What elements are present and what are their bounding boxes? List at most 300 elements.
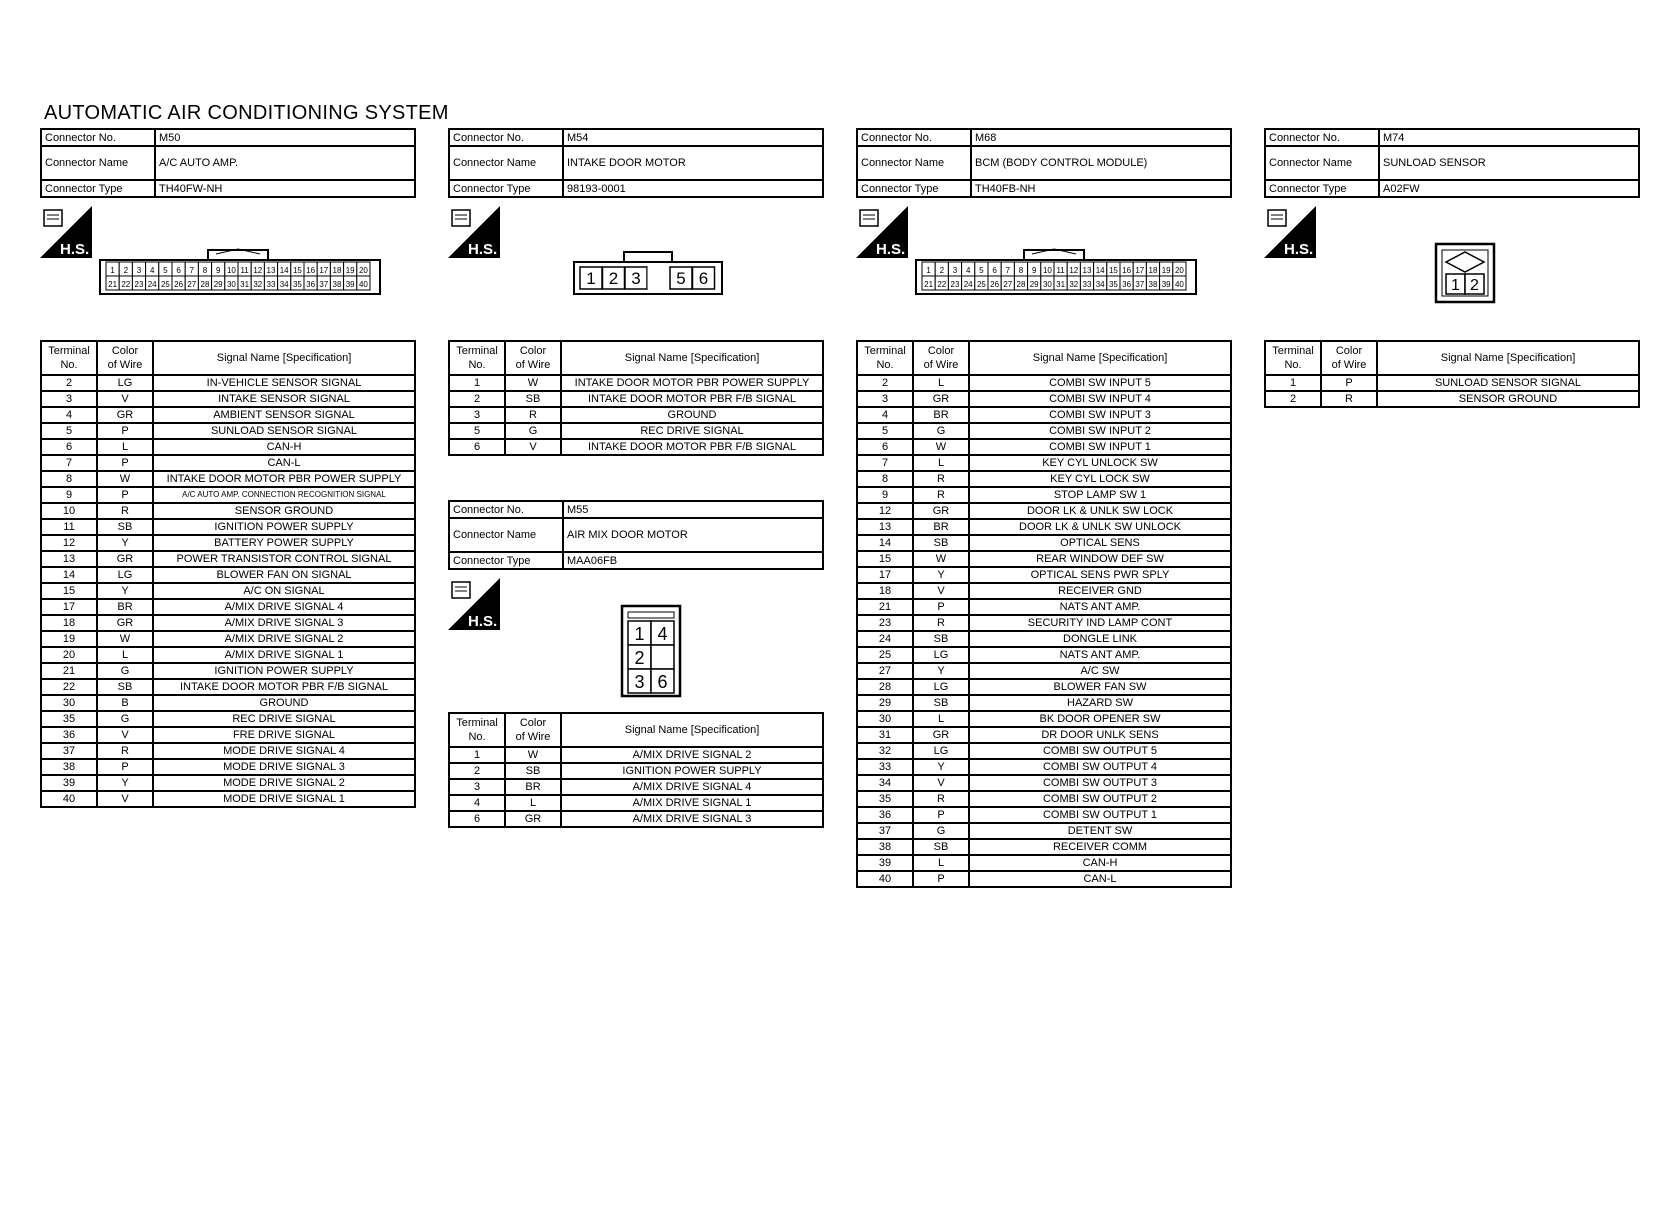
table-row xyxy=(41,567,415,583)
pin-label: 27 xyxy=(187,280,197,289)
terminal-cell: 6 xyxy=(449,439,505,455)
terminal-cell: 2 xyxy=(1265,391,1321,407)
color-cell: GR xyxy=(913,727,969,743)
color-cell: G xyxy=(505,423,561,439)
signal-cell: KEY CYL UNLOCK SW xyxy=(969,455,1231,471)
terminal-cell: 12 xyxy=(857,503,913,519)
pin-label: 26 xyxy=(174,280,184,289)
pin-label: 3 xyxy=(136,266,142,275)
terminal-cell: 2 xyxy=(41,375,97,391)
color-cell: W xyxy=(505,747,561,763)
pin-label: 16 xyxy=(306,266,316,275)
color-cell: R xyxy=(913,615,969,631)
table-row xyxy=(41,551,415,567)
terminal-cell: 22 xyxy=(41,679,97,695)
signal-cell: REC DRIVE SIGNAL xyxy=(153,711,415,727)
connector-name-label: Connector Name xyxy=(1265,146,1379,180)
pin-label: 21 xyxy=(108,280,118,289)
connector-name-value: A/C AUTO AMP. xyxy=(155,146,415,180)
connector-no-value: M50 xyxy=(155,129,415,146)
color-cell: L xyxy=(913,711,969,727)
pin-label: 34 xyxy=(279,280,289,289)
pin-label: 14 xyxy=(1095,266,1105,275)
connector-type-label: Connector Type xyxy=(41,180,155,197)
signal-cell: NATS ANT AMP. xyxy=(969,599,1231,615)
table-row xyxy=(41,407,415,423)
pin-label: 4 xyxy=(149,266,155,275)
pin-label: 10 xyxy=(226,266,236,275)
signal-cell: A/MIX DRIVE SIGNAL 3 xyxy=(561,811,823,827)
table-row xyxy=(857,375,1231,391)
connector-m50-diagram xyxy=(98,248,384,296)
color-cell: R xyxy=(913,487,969,503)
pin-label: 9 xyxy=(215,266,221,275)
terminal-cell: 4 xyxy=(857,407,913,423)
signal-cell: A/MIX DRIVE SIGNAL 1 xyxy=(153,647,415,663)
table-row xyxy=(449,747,823,763)
connector-name-value: INTAKE DOOR MOTOR xyxy=(563,146,823,180)
pin-label: 11 xyxy=(1056,266,1065,275)
color-cell: W xyxy=(913,551,969,567)
pin-label: 20 xyxy=(358,266,368,275)
signal-cell: A/C AUTO AMP. CONNECTION RECOGNITION SIGNAL xyxy=(153,487,415,503)
pin-label: 27 xyxy=(1003,280,1013,289)
color-cell: LG xyxy=(913,743,969,759)
pin-label: 12 xyxy=(253,266,263,275)
signal-header: Signal Name [Specification] xyxy=(561,713,823,747)
pin-label: 1 xyxy=(110,266,115,275)
connector-name-value: AIR MIX DOOR MOTOR xyxy=(563,518,823,552)
color-cell: G xyxy=(97,711,153,727)
terminal-cell: 21 xyxy=(857,599,913,615)
signal-cell: COMBI SW INPUT 5 xyxy=(969,375,1231,391)
terminal-header: Terminal No. xyxy=(449,713,505,747)
color-cell: GR xyxy=(97,407,153,423)
color-cell: V xyxy=(505,439,561,455)
pin-label: 40 xyxy=(358,280,368,289)
terminal-cell: 36 xyxy=(857,807,913,823)
connector-m54-diagram xyxy=(572,250,726,298)
color-cell: Y xyxy=(913,567,969,583)
color-cell: LG xyxy=(913,647,969,663)
signal-cell: BLOWER FAN SW xyxy=(969,679,1231,695)
connector-info-table xyxy=(1264,128,1640,198)
terminal-cell: 15 xyxy=(857,551,913,567)
pin-label: 4 xyxy=(965,266,971,275)
color-header: Color of Wire xyxy=(505,713,561,747)
color-cell: SB xyxy=(913,535,969,551)
color-cell: SB xyxy=(913,631,969,647)
terminal-cell: 1 xyxy=(449,747,505,763)
signal-cell: MODE DRIVE SIGNAL 4 xyxy=(153,743,415,759)
terminal-cell: 8 xyxy=(857,471,913,487)
terminal-cell: 3 xyxy=(449,407,505,423)
pin-label: 40 xyxy=(1174,280,1184,289)
pin-label: 26 xyxy=(990,280,1000,289)
page-title: AUTOMATIC AIR CONDITIONING SYSTEM xyxy=(44,102,449,124)
connector-m50-block xyxy=(40,128,416,198)
signal-cell: HAZARD SW xyxy=(969,695,1231,711)
terminal-cell: 3 xyxy=(857,391,913,407)
color-header: Color of Wire xyxy=(1321,341,1377,375)
pin-label: 21 xyxy=(924,280,934,289)
pin-label: 1 xyxy=(586,269,596,288)
color-cell: W xyxy=(97,471,153,487)
pin-label: 35 xyxy=(292,280,302,289)
pin-label: 28 xyxy=(1016,280,1026,289)
table-row xyxy=(857,391,1231,407)
connector-name-label: Connector Name xyxy=(41,146,155,180)
terminal-cell: 21 xyxy=(41,663,97,679)
harness-side-icon xyxy=(1264,206,1316,258)
pin-label: 2 xyxy=(608,269,619,288)
pin-label: 37 xyxy=(319,280,329,289)
signal-cell: COMBI SW INPUT 2 xyxy=(969,423,1231,439)
table-row xyxy=(41,503,415,519)
pin-label: 6 xyxy=(176,266,181,275)
terminal-cell: 10 xyxy=(41,503,97,519)
pin-label: 5 xyxy=(676,269,686,288)
terminal-header: Terminal No. xyxy=(449,341,505,375)
table-row xyxy=(449,811,823,827)
connector-info-table xyxy=(40,128,416,198)
terminal-cell: 2 xyxy=(449,391,505,407)
table-row xyxy=(41,423,415,439)
terminal-cell: 37 xyxy=(41,743,97,759)
signal-cell: SECURITY IND LAMP CONT xyxy=(969,615,1231,631)
pin-label: 6 xyxy=(992,266,997,275)
table-row xyxy=(41,791,415,807)
table-row xyxy=(857,407,1231,423)
color-cell: V xyxy=(913,583,969,599)
pin-label: 31 xyxy=(240,280,250,289)
signal-cell: INTAKE DOOR MOTOR PBR F/B SIGNAL xyxy=(561,439,823,455)
table-row xyxy=(41,455,415,471)
terminal-cell: 15 xyxy=(41,583,97,599)
pin-label: 18 xyxy=(1148,266,1158,275)
pin-label: 29 xyxy=(1029,280,1039,289)
signal-cell: INTAKE SENSOR SIGNAL xyxy=(153,391,415,407)
pin-label: 1 xyxy=(926,266,931,275)
signal-cell: A/MIX DRIVE SIGNAL 4 xyxy=(561,779,823,795)
terminal-cell: 38 xyxy=(857,839,913,855)
table-row xyxy=(857,807,1231,823)
color-cell: LG xyxy=(97,567,153,583)
pin-label: 35 xyxy=(1108,280,1118,289)
terminal-header: Terminal No. xyxy=(41,341,97,375)
signal-cell: STOP LAMP SW 1 xyxy=(969,487,1231,503)
color-cell: V xyxy=(97,791,153,807)
color-cell: L xyxy=(913,855,969,871)
color-cell: G xyxy=(97,663,153,679)
terminal-cell: 35 xyxy=(41,711,97,727)
connector-type-value: TH40FB-NH xyxy=(971,180,1231,197)
terminal-cell: 17 xyxy=(41,599,97,615)
m68-signal-block xyxy=(856,340,1232,888)
connector-name-value: SUNLOAD SENSOR xyxy=(1379,146,1639,180)
signal-cell: SENSOR GROUND xyxy=(1377,391,1639,407)
color-cell: P xyxy=(97,759,153,775)
terminal-cell: 38 xyxy=(41,759,97,775)
color-cell: BR xyxy=(97,599,153,615)
signal-cell: REAR WINDOW DEF SW xyxy=(969,551,1231,567)
color-cell: SB xyxy=(97,679,153,695)
pin-label: 6 xyxy=(657,672,668,692)
connector-name-label: Connector Name xyxy=(449,518,563,552)
pin-label: 30 xyxy=(1042,280,1052,289)
table-row xyxy=(857,487,1231,503)
terminal-cell: 30 xyxy=(857,711,913,727)
connector-info-table xyxy=(856,128,1232,198)
signal-cell: A/C SW xyxy=(969,663,1231,679)
table-row xyxy=(857,647,1231,663)
pin-label: 3 xyxy=(952,266,958,275)
connector-info-table xyxy=(448,500,824,570)
color-cell: GR xyxy=(97,551,153,567)
signal-cell: DETENT SW xyxy=(969,823,1231,839)
signal-cell: CAN-H xyxy=(153,439,415,455)
signal-cell: POWER TRANSISTOR CONTROL SIGNAL xyxy=(153,551,415,567)
pin-label: 23 xyxy=(134,280,144,289)
table-row xyxy=(41,743,415,759)
table-row xyxy=(41,519,415,535)
m68-signal-table xyxy=(856,340,1232,888)
terminal-cell: 30 xyxy=(41,695,97,711)
table-row xyxy=(1265,375,1639,391)
table-row xyxy=(41,535,415,551)
terminal-cell: 7 xyxy=(41,455,97,471)
table-row xyxy=(857,455,1231,471)
pin-label: 4 xyxy=(657,624,668,644)
terminal-cell: 32 xyxy=(857,743,913,759)
signal-cell: INTAKE DOOR MOTOR PBR POWER SUPPLY xyxy=(561,375,823,391)
signal-cell: CAN-L xyxy=(969,871,1231,887)
pin-label: 2 xyxy=(123,266,129,275)
table-row xyxy=(857,663,1231,679)
color-cell: R xyxy=(97,503,153,519)
signal-header: Signal Name [Specification] xyxy=(969,341,1231,375)
pin-label: 39 xyxy=(1161,280,1171,289)
terminal-cell: 34 xyxy=(857,775,913,791)
color-cell: V xyxy=(913,775,969,791)
pin-label: 38 xyxy=(1148,280,1158,289)
signal-cell: A/C ON SIGNAL xyxy=(153,583,415,599)
table-row xyxy=(449,391,823,407)
color-cell: P xyxy=(913,871,969,887)
table-row xyxy=(857,727,1231,743)
pin-label: 3 xyxy=(631,269,641,288)
signal-cell: FRE DRIVE SIGNAL xyxy=(153,727,415,743)
pin-label: 7 xyxy=(1005,266,1011,275)
signal-cell: AMBIENT SENSOR SIGNAL xyxy=(153,407,415,423)
pin-label: 38 xyxy=(332,280,342,289)
table-row xyxy=(857,615,1231,631)
terminal-cell: 5 xyxy=(857,423,913,439)
color-header: Color of Wire xyxy=(913,341,969,375)
color-cell: R xyxy=(913,471,969,487)
signal-cell: COMBI SW INPUT 1 xyxy=(969,439,1231,455)
harness-side-icon xyxy=(448,206,500,258)
pin-label: 28 xyxy=(200,280,210,289)
signal-cell: BLOWER FAN ON SIGNAL xyxy=(153,567,415,583)
color-cell: L xyxy=(97,647,153,663)
table-row xyxy=(41,679,415,695)
terminal-cell: 29 xyxy=(857,695,913,711)
terminal-cell: 6 xyxy=(449,811,505,827)
connector-no-label: Connector No. xyxy=(449,501,563,518)
table-row xyxy=(449,763,823,779)
terminal-cell: 9 xyxy=(41,487,97,503)
signal-cell: CAN-H xyxy=(969,855,1231,871)
color-cell: SB xyxy=(97,519,153,535)
hs-label: H.S. xyxy=(876,241,906,258)
color-cell: V xyxy=(97,391,153,407)
connector-no-label: Connector No. xyxy=(857,129,971,146)
connector-name-value: BCM (BODY CONTROL MODULE) xyxy=(971,146,1231,180)
pin-label: 18 xyxy=(332,266,342,275)
pin-label: 2 xyxy=(634,648,645,668)
signal-cell: CAN-L xyxy=(153,455,415,471)
table-row xyxy=(857,855,1231,871)
terminal-cell: 33 xyxy=(857,759,913,775)
signal-cell: GROUND xyxy=(561,407,823,423)
terminal-cell: 5 xyxy=(41,423,97,439)
pin-label: 6 xyxy=(698,269,709,288)
signal-cell: IN-VEHICLE SENSOR SIGNAL xyxy=(153,375,415,391)
connector-type-label: Connector Type xyxy=(449,552,563,569)
table-row xyxy=(41,391,415,407)
table-row xyxy=(41,439,415,455)
terminal-cell: 18 xyxy=(857,583,913,599)
terminal-cell: 18 xyxy=(41,615,97,631)
pin-label: 32 xyxy=(1069,280,1079,289)
table-row xyxy=(857,679,1231,695)
pin-label: 16 xyxy=(1122,266,1132,275)
signal-header: Signal Name [Specification] xyxy=(1377,341,1639,375)
terminal-cell: 20 xyxy=(41,647,97,663)
m54-signal-table xyxy=(448,340,824,456)
pin-label: 19 xyxy=(345,266,355,275)
pin-label: 1 xyxy=(1451,277,1460,294)
color-cell: Y xyxy=(913,663,969,679)
signal-cell: DONGLE LINK xyxy=(969,631,1231,647)
connector-name-label: Connector Name xyxy=(857,146,971,180)
color-cell: R xyxy=(505,407,561,423)
connector-m54-block xyxy=(448,128,824,198)
table-row xyxy=(857,503,1231,519)
hs-label: H.S. xyxy=(1284,241,1314,258)
pin-label: 37 xyxy=(1135,280,1145,289)
connector-m74-block xyxy=(1264,128,1640,198)
color-cell: P xyxy=(913,599,969,615)
color-cell: GR xyxy=(97,615,153,631)
m74-signal-table xyxy=(1264,340,1640,408)
signal-cell: RECEIVER COMM xyxy=(969,839,1231,855)
connector-no-value: M74 xyxy=(1379,129,1639,146)
color-cell: L xyxy=(97,439,153,455)
pin-label: 36 xyxy=(1122,280,1132,289)
table-row xyxy=(857,711,1231,727)
terminal-cell: 3 xyxy=(41,391,97,407)
pin-label: 29 xyxy=(213,280,223,289)
color-cell: P xyxy=(97,487,153,503)
table-row xyxy=(41,615,415,631)
pin-label: 20 xyxy=(1174,266,1184,275)
color-cell: B xyxy=(97,695,153,711)
table-row xyxy=(41,631,415,647)
terminal-cell: 31 xyxy=(857,727,913,743)
pin-label: 17 xyxy=(319,266,329,275)
table-row xyxy=(41,775,415,791)
pin-label: 34 xyxy=(1095,280,1105,289)
terminal-cell: 39 xyxy=(857,855,913,871)
signal-cell: A/MIX DRIVE SIGNAL 2 xyxy=(153,631,415,647)
color-cell: GR xyxy=(913,503,969,519)
connector-name-label: Connector Name xyxy=(449,146,563,180)
signal-cell: RECEIVER GND xyxy=(969,583,1231,599)
signal-cell: GROUND xyxy=(153,695,415,711)
m50-signal-block xyxy=(40,340,416,808)
table-row xyxy=(41,727,415,743)
table-row xyxy=(857,567,1231,583)
harness-side-icon xyxy=(40,206,92,258)
signal-cell: COMBI SW OUTPUT 5 xyxy=(969,743,1231,759)
harness-side-icon xyxy=(448,578,500,630)
color-cell: W xyxy=(913,439,969,455)
signal-cell: A/MIX DRIVE SIGNAL 2 xyxy=(561,747,823,763)
color-cell: Y xyxy=(97,583,153,599)
color-cell: W xyxy=(505,375,561,391)
connector-m74-diagram xyxy=(1434,242,1496,304)
pin-label: 23 xyxy=(950,280,960,289)
color-cell: SB xyxy=(913,695,969,711)
color-cell: G xyxy=(913,423,969,439)
pin-label: 17 xyxy=(1135,266,1145,275)
pin-label: 30 xyxy=(226,280,236,289)
color-cell: Y xyxy=(913,759,969,775)
connector-no-value: M55 xyxy=(563,501,823,518)
signal-cell: COMBI SW OUTPUT 3 xyxy=(969,775,1231,791)
signal-cell: A/MIX DRIVE SIGNAL 1 xyxy=(561,795,823,811)
table-row xyxy=(449,779,823,795)
color-cell: GR xyxy=(913,391,969,407)
pin-label: 13 xyxy=(266,266,276,275)
pin-label: 11 xyxy=(240,266,249,275)
table-row xyxy=(857,743,1231,759)
signal-cell: DR DOOR UNLK SENS xyxy=(969,727,1231,743)
connector-no-value: M54 xyxy=(563,129,823,146)
table-row xyxy=(857,535,1231,551)
table-row xyxy=(449,375,823,391)
connector-type-value: 98193-0001 xyxy=(563,180,823,197)
color-cell: Y xyxy=(97,535,153,551)
pin-label: 24 xyxy=(963,280,973,289)
color-cell: SB xyxy=(913,839,969,855)
terminal-cell: 5 xyxy=(449,423,505,439)
pin-label: 36 xyxy=(306,280,316,289)
signal-cell: MODE DRIVE SIGNAL 3 xyxy=(153,759,415,775)
terminal-cell: 37 xyxy=(857,823,913,839)
terminal-cell: 9 xyxy=(857,487,913,503)
table-row xyxy=(857,695,1231,711)
m50-signal-table xyxy=(40,340,416,808)
connector-info-table xyxy=(448,128,824,198)
color-cell: V xyxy=(97,727,153,743)
pin-label: 10 xyxy=(1042,266,1052,275)
pin-label: 39 xyxy=(345,280,355,289)
terminal-cell: 6 xyxy=(41,439,97,455)
terminal-cell: 1 xyxy=(449,375,505,391)
